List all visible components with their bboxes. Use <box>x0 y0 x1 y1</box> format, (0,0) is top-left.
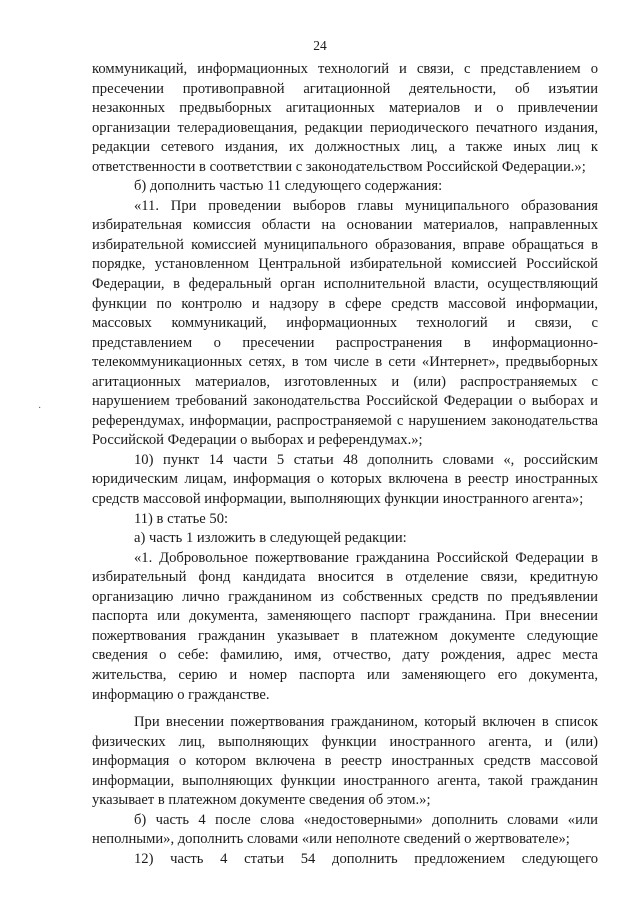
page-number: 24 <box>313 38 327 53</box>
paragraph-part-11: «11. При проведении выборов главы муниципального образования избирательная комиссия области на основании материалов, направленных избирательной комиссией муниципального образования, вправе обращаться в порядке, установленном Центральной избирательной комиссией Российской Федерации, в федеральный орган исполнительной власти, осуществляющий функции по контролю и надзору в сфере средств массовой информации, массовых коммуникаций, информационных технологий и связи, с представлением о пресечении распространения в информационно-телекоммуникационных сетях, в том числе в сети «Интернет», предвыборных агитационных материалов, изготовленных и (или) распространяемых с нарушением требований законодательства Российской Федерации о выборах и референдумах, информации, распространяемой с нарушением законодательства Российской Федерации о выборах и референдумах.»; <box>92 197 598 449</box>
margin-mark: · <box>38 403 42 414</box>
paragraph-amendment-a: а) часть 1 изложить в следующей редакции: <box>134 530 407 547</box>
paragraph-amendment-b: б) дополнить частью 11 следующего содержания: <box>134 178 443 195</box>
paragraph-item-12: 12) часть 4 статьи 54 дополнить предложением следующего <box>134 850 598 867</box>
document-body <box>92 60 598 869</box>
paragraph-donation-agent: При внесении пожертвования гражданином, который включен в список физических лиц, выполняющих функции иностранного агента, и (или) информация о котором включена в реестр иностранных средств массовой информации, выполняющих функции иностранного агента, такой гражданин указывает в платежном документе сведения об этом.»; <box>92 714 598 809</box>
paragraph-part-1: «1. Добровольное пожертвование гражданина Российской Федерации в избирательный фонд кандидата вносится в отделение связи, кредитную организацию лично гражданином из собственных средств по предъявлении паспорта или документа, заменяющего паспорт гражданина. При внесении пожертвования гражданин указывает в платежном документе следующие сведения о себе: фамилию, имя, отчество, дату рождения, адрес места жительства, серию и номер паспорта или заменяющего его документа, информацию о гражданстве. <box>92 549 598 703</box>
paragraph-amendment-b-part-4: б) часть 4 после слова «недостоверными» дополнить словами «или неполными», дополнить словами «или неполноте сведений о жертвователе»; <box>92 811 598 848</box>
paragraph-continuation: коммуникаций, информационных технологий и связи, с представлением о пресечении противоправной агитационной деятельности, об изъятии незаконных предвыборных агитационных материалов и о привлечении организации телерадиовещания, редакции периодического печатного издания, редакции сетевого издания, их должностных лиц, а также иных лиц к ответственности в соответствии с законодательством Российской Федерации.»; <box>92 61 598 175</box>
paragraph-item-11: 11) в статье 50: <box>134 510 229 527</box>
paragraph-item-10: 10) пункт 14 части 5 статьи 48 дополнить словами «, российским юридическим лицам, информация о которых включена в реестр иностранных средств массовой информации, выполняющих функции иностранного агента»; <box>92 451 598 508</box>
